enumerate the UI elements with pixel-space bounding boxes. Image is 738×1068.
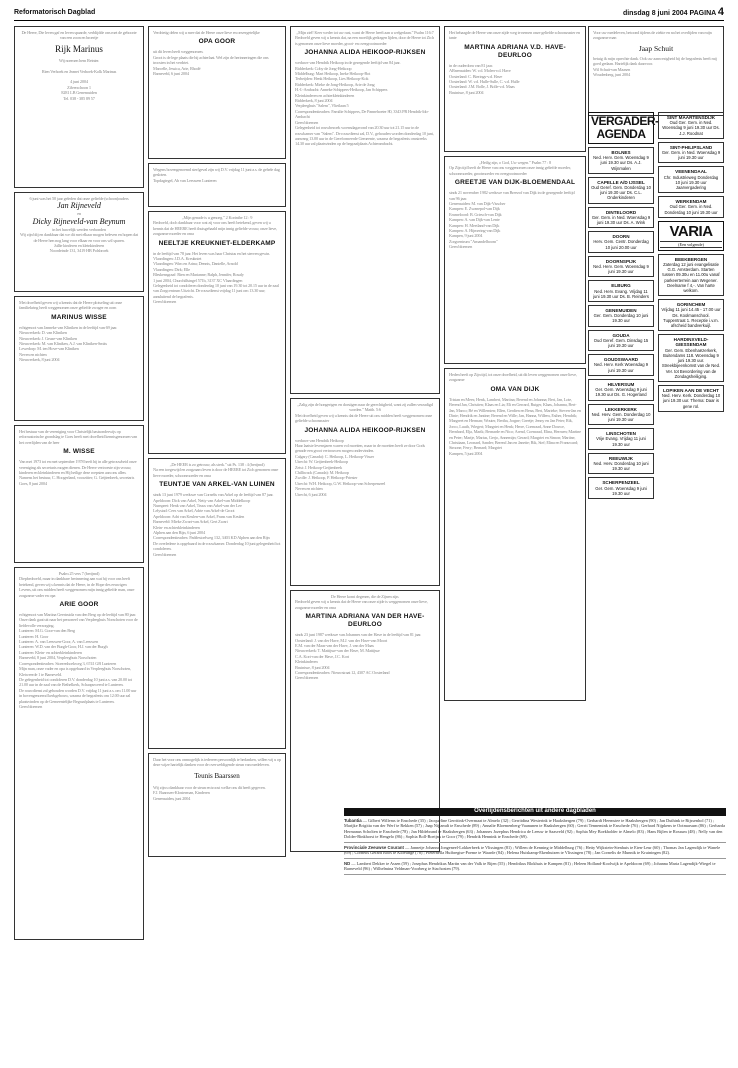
ad-m-wisse: Het bestuur van de vereniging voor Christelijk basisonderwijs op reformatorische grondslag te Goes heeft met droefheid kennisgenomen van het overlijden van de heer M. WISSE Van mei 1973 tot en met september 1978 heeft hij in alle getrouwheid onze vereniging als secretaris mogen dienen. De Heere vertroeste zijn vrouw, kinderen en kleinkinderen en Hij heilige deze roepsten aan ons allen. Namens het bestuur, C. Hoogerland, voorzitter; G. Geijtenbeek, secretaris Goes, 8 juni 2004 xyxy=(14,425,144,563)
page-header xyxy=(14,6,724,21)
ad-heikoop-1: „Mijn ziel! Keer weder tot uw rust, want de Heere heeft aan u welgedaan.” Psalm 116:7 Bedroefd geven wij u kennis dat, na een moeilijk gedragen lijden, door de Heere tot Zich is genomen onze lieve moeder, groot- en overgrootmoeder JOHANNA ALIDA HEIKOOP-RIJKSEN weduwe van Hendrik Heikoop in de gezegende leeftijd van 84 jaar. Ridderkerk: Coby de Jong-Heikoop Middelburg: Mart Heikoop, Ineke Heikoop-Bot Terheijden: Henk Heikoop, Lies Heikoop-Kok Ridderkerk: Mieke de Jong-Heikoop, Arie de Jong H.-I.-Ambacht: Anneke Schippers-Heikoop, Jan Schippers Kleinkinderen en achterkleinkinderen Ridderkerk, 8 juni 2004 Verpleeghuis "Salem", Vlietlaan 5 Correspondentieadres: Familie Schippers, De Pannehoeter 80, 3343 PR Hendrik-Ido-Ambacht Geen bloemen Gelegenheid tot rouwbezoek woensdagavond van 20.30 uur tot 21.15 uur in de rouwkamer van "Salem". De rouwdienst zal, D.V., gehouden worden donderdag 10 juni, aanvang 13.00 uur in de Gereformeerde Gemeente, waarna de begrafenis omstreeks 14.30 uur zal plaatsvinden op de begraafplaats Achterambacht. xyxy=(290,26,440,394)
ad-arie-goor: Psalm 25 vers 7 (berijmd) Diepbedroefd, maar in dankbare herinnering aan wat hij voor ons heeft betekend, geven wij u kennis dat de Heere, in de Hope des eeuwigen Levens, uit ons midden heeft weggenomen mijn innig geliefde man, onze zorgzame vader en opa ARIE GOOR echtgenoot van Martina Geertruida van den Berg op de leeftijd van 80 jaar. Onze dank gaat uit naar het personeel van Verpleeghuis Norschoten voor de liefdevolle verzorging. Lunteren: M.G. Goor-van den Berg Lunteren: H. Goor Lunteren: A. van Leeuwen-Goor, A. van Leeuwen Lunteren: W.D. van der Burgh-Goor, H.J. van der Burgh Lunteren: Klein- en achterkleinkinderen Barneveld, 8 juni 2004, Verpleeghuis Norschoten Correspondentieadres: Stoerenhoekweg 3, 6741 GB Lunteren Mijn man, onze vader en opa is opgebaard in Verpleeghuis Norschoten, Kleiweerde 1 te Barneveld. De gelegenheid tot condoleren D.V. donderdag 10 juni a.s. van 20.00 tot 21.00 uur in de zaal van de Bethelkerk, Schaapsweerd te Lunteren. De rouwdienst zal gehouden worden D.V. vrijdag 11 juni a.s. om 11.00 uur in bovengenoemd kerkgebouw, waarna de begrafenis om 12.00 uur zal plaatsvinden op de Gemeentelijke Begraafplaats te Lunteren. Geen bloemen xyxy=(14,567,144,940)
ad-vd-have-deurloo: Het behaagde de Heere van onze zijde weg te nemen onze geliefde schoonzuster en tante MARTINA ADRIANA V.D. HAVE-DEURLOO in de ouderdom van 81 jaar. ARnemuiden: W. v.d. Molen-v.d. Have Oosterland: C. Bierings-v.d. Have Oosterland: W. v.d. Hulle-Sulle, C. v.d. Hulle Oosterland: J.M. Bolle, J. Bolle-v.d. Maas Bruinisse, 8 juni 2004 xyxy=(444,26,586,152)
ad-vd-have: De Heere komt degenen, die de Zijnen zijn. Bedroefd geven wij u kennis dat de Heere van onze zijde is weggenomen onze lieve, zorgzame moeder en oma MARTINA ADRIANA VAN DER HAVE-DEURLOO sinds 23 juni 1987 weduwe van Johannes van der Have in de leeftijd van 81 jaar. Oosterland: J. van der Have, M.J. van der Have-van Moort E.M. van der Maas-van der Have, J. van der Maas Nieuwerkerk: T. Mattijsse-van der Have, M. Mattijsse C.A. Kort-van der Have, J.C. Kort Kleinkinderen Bruinisse, 8 juni 2004 Correspondentieadres: Nieuwstraat 12, 4307 AC Oosterland Geen bloemen xyxy=(290,590,440,852)
section-label: ND xyxy=(344,860,351,866)
ad-title: ARIE GOOR xyxy=(59,601,99,609)
ad-title: JOHANNA ALIDA HEIKOOP-RIJKSEN xyxy=(304,49,426,57)
column-5 xyxy=(590,26,724,496)
ad-name-2: Dicky Rijneveld-van Beynum xyxy=(32,216,126,226)
ad-heikoop-2: „Zalig zijn de hongerigen en dorstigen naar de gerechtigheid, want zij zullen verzadigd worden.” Matth. 5:6 Met droefheid geven wij u kennis dat de Heere uit ons midden heeft weggenomen onze geliefde schoonzuster JOHANNA ALIDA HEIKOOP-RIJKSEN weduwe van Hendrik Heikoop Haar laatste levensjaren waren vol moeiten, maar in de moeiten heeft ze door Gods genade een groot vertrouwen mogen ondervinden. Calgary (Canada): C. Heikoop, L. Heikoop-Visser Utrecht: W. Geijtenbeek-Heikoop Zeist: J. Heikoop-Geijtenbeek Chilliwack (Canada): M. Heikoop Zwolle: J. Heikoop, P. Heikoop-Priester Utrecht: W.H. Heikoop, G.W. Heikoop-van Scherpenzeel Neven en nichten Utrecht, 6 juni 2004 xyxy=(290,398,440,586)
varia-header xyxy=(658,221,724,251)
ad-title: GREETJE VAN DIJK-BLOEMENDAAL xyxy=(454,179,576,187)
ad-title: Teunis Baarssen xyxy=(194,771,240,780)
ad-name: Jan Rijneveld xyxy=(57,201,101,211)
ad-marinus-wisse: Met droefheid geven wij u kennis dat de Heere plotseling uit onze familiekring heeft weggenomen onze geliefde zwager en oom MARINUS WISSE echtgenoot van Janneke van Kliniken in de leeftijd van 69 jaar. Nieuwerkerk: D. van Kliniken Nieuwerkerk: J. Geuze-van Kliniken Nieuwerkerk: M. van Kliniken, A.J. van Kliniken-Smits Lewedorp: M. ten Hove-van Kliniken Neven en nichten Nieuwerkerk, 8 juni 2004 xyxy=(14,296,144,421)
column-2 xyxy=(148,26,286,861)
ad-title: JOHANNA ALIDA HEIKOOP-RIJKSEN xyxy=(304,426,426,434)
ad-title: OPA GOOR xyxy=(198,38,236,46)
ad-greetje: „Heilig zijn, o God, Uw wegen.” Psalm 77 : 8 Op Zijn tijd heeft de Heere van ons weggenomen onze innig geliefde moeder, schoonmoeder, grootmoeder en overgrootmoeder GREETJE VAN DIJK-BLOEMENDAAL sinds 21 november 1982 weduwe van Breezof van Dijk in de gezegende leeftijd van 96 jaar. Genemuiden: M. van Dijk-Visscher Kampen: E. Zwanepol-van Dijk Emmeloord: B. Griesch-van Dijk Kampen: A. van Dijk-van Lente Kampen: H. Meetland-van Dijk Kampen: A. Hijmering-van Dijk Kampen, 9 juni 2004 Zorgcentrum "Amandelboom" Geen bloemen xyxy=(444,156,586,364)
section-pzc: Provinciale Zeeuwse Courant — Jannetje Johanna Jongeneel-Lokkerbeek te Vlissingen (81) ; Willem de Kenning te Middelburg (76) ; Hetty Wijkstein-Stenhuis te Eten-Leur (60) ; Thomas Jan Lagendijk te Wanele (69) ; Cornelis Gerard Roos te Kloetinge (78) ; Pieternella Huibregtse-Poeme te Waarde (84) ; Helena Huiskamp-Ekenhuizen te Vlissingen (78) ; Jan Cornelis de Munnik te Kruiningen (82). xyxy=(344,843,726,859)
ad-rijneveld: 6 juni was het 50 jaar geleden dat onze geliefde (schoon)ouders Jan Rijneveld en Dicky Rijneveld-van Beynum in het huwelijk werden verbonden Wij zijn blij en dankbaar dat we dit met elkaar mogen beleven en hopen dat de Heere hen nog lang voor elkaar en voor ons wil sparen. Jullie kinderen en kleinkinderen Noordeinde 131, 3419 HB Polsbroek xyxy=(14,192,144,292)
column-1 xyxy=(14,26,144,944)
paper-name: Reformatorisch Dagblad xyxy=(14,9,96,16)
ad-title: MARINUS WISSE xyxy=(51,313,107,321)
agenda-title: VERGADER-AGENDA xyxy=(591,114,659,141)
page-date: dinsdag 8 juni 2004 PAGINA 4 xyxy=(622,6,724,18)
ad-rijk-marinus: De Heere, Die leven gaf en leven spaarde, verblijdde ons met de geboorte van een zoon en broertje Rijk Marinus Wij noemen hem Reinier. Rien Verhoek en Jeanet Verhoek-Kolk Marinus 4 juni 2004 Zilverschoon 1 8281 LB Genemuiden Tel. 038 - 385 89 57 xyxy=(14,26,144,188)
agenda-right: SINT MAARTENSDIJK Oud Ger. Gem. in Ned. Woensdag 9 juni 19.30 uur Ds. J.J. Roodnat SINT-PHILIPSLAND Ger. Gem. in Ned. Woensdag 9 juni 19.30 uur VEENENDAAL Chr. Industrieweg Donderdag 10 juni 19.30 uur Jaarvergadering WERKENDAM Oud Ger. Gem. in Ned. Donderdag 10 juni 19.30 uur VARIA (Een volgende) BEEKBERGEN Zaterdag 12 juni evangelisatie G.G. Amsterdam. Starten tussen 09.30u en 11.00u vanaf parkeerterrein aan Wegener. Deelname f 4,-. Van harte welkom. GORINCHEM Vrijdag 11 juni 14.45 - 17.00 uur Ds. Koolmanschool. Tuppentraat 1. Receptie i.v.m. afscheid bandverkuijl. HARDINXVELD-GIESSENDAM Ger. Gem. Ebenhaëzerkerk, Buitendams 118. Woensdag 9 juni 19.30 uur. Streekbijeenkomst van de Ned. Ver. tot Bevordering van de Zondagsheiliging. LOPIKEN AAN DE VECHT Ned. Herv. Kerk. Donderdag 10 juni 19.30 uur. Thema: Daar is gene rol. xyxy=(658,112,724,415)
ad-title: Jaap Schuit xyxy=(638,43,674,53)
other-papers-title: Overlijdensberichten uit andere dagbladen xyxy=(344,808,726,816)
vergader-agenda-header xyxy=(588,112,659,144)
ad-baarssen: Daar het voor ons onmogelijk is iedereen persoonlijk te bedanken, willen wij u op deze wijze hartelijk danken voor de overweldigende steun van medeleven. Teunis Baarssen Wij zijn u dankbaar voor de steun en troost welke ons dit heeft gegeven. F.J. Baarssen-Klosterman, Kinderen Genemuiden, juni 2004 xyxy=(148,753,286,857)
column-3 xyxy=(290,26,440,856)
ad-kreukniet: „Mijn genade is u genoeg.” 2 Korinthe 12 : 9 Bedroefd, doch dankbaar voor wat zij voor ons heeft betekend, geven wij u kennis dat de HEERE heeft thuisgehaald mijn innig geliefde vrouw, onze lieve, zorgzame moeder en oma NEELTJE KREUKNIET-ELDERKAMP in de leeftijd van 78 jaar. Het leven was haar Christus en het sterven gewin. Vlaardingen: J.D.A. Kreukniet Vlaardingen: Wim en Arina; Dennis, Danielle, Arnold Vlaardingen: Dirk; Elle Bleskensgraaf: Rien en Marianne; Ralph, Jennifer, Rosaly 1 juni 2004, Churchillsingel 571b, 3137 XC Vlaardingen Gelegenheid tot condoleren donderdag 10 juni van 19.30 tot 20.15 uur in de zaal van Zorgcentrum Uitzicht. De rouwdienst vrijdag 11 juni om 13.30 uur; aansluitend de begrafenis. Geen bloemen xyxy=(148,211,286,454)
ad-teuntje: „De HEER is zo getrouw, als sterk.” uit Ps. 138 : 4 (berijmd) Na een toegewijd en zorgzaam leven is door de HEERE tot Zich genomen onze lieve moeder, schoonmoeder en oma TEUNTJE VAN ARKEL-VAN LUINEN sinds 13 juni 1979 weduwe van Cornelis van Arkel op de leeftijd van 87 jaar. Apeldoorn: Dick van Arkel, Netty van Arkel-van Middelkoop Nunspeet: Henk van Arkel, Truus van Arkel-van der Lee Lelystad: Cees van Arkel, Adrie van Arkel-de Groot Apeldoorn: Adri van Keulen-van Arkel, Frans van Keulen Barneveld: Mieke Zwart-van Arkel, Gert Zwart Klein- en achterkleinkinderen Alphen aan den Rijn, 6 juni 2004 Correspondentieadres: Paddestoelweg 132, 3403 KD Alphen aan den Rijn De overledene is opgebaard in de rouwkamer. Donderdag 10 juni gelegenheid tot condoleren. Geen bloemen xyxy=(148,458,286,749)
section-label: Provinciale Zeeuwse Courant xyxy=(344,844,404,850)
section-nd: ND — Lambert Dekker te Assen (59) ; Josephus Hendrikus Martin van der Valk te Rijen (55) ; Hendrikus Blokhuis te Kampen (81) ; Heleen Holland-Koolwijk te Apeldoorn (69) ; Johanna Maria Lagendijk-Wiegel te Barneveld (96) ; Wilhelmina Veldman-Voorberg te Stachosten (79). xyxy=(344,859,726,875)
ad-title: TEUNTJE VAN ARKEL-VAN LUINEN xyxy=(159,481,275,489)
agenda-left: VERGADER-AGENDA BOLNES Ned. Herv. Gem. Woensdag 9 juni 19.30 uur Ds. A.J. Wijnmalen CAPELLE A/D IJSSEL Oud Geref. Gem. Donderdag 10 juni 19.30 uur Ds. C.L. Onderkinderen DINTELOORD Ger. Gem. in Ned. Woensdag 9 juni 19.30 uur Ds. A. Wink DOORN Herv. Gem. Centr. Donderdag 10 juni 20.00 uur DOORNSPIJK Ned. Herv. Gem. Woensdag 9 juni 19.30 uur ELBURG Ned. Herv. Evang. Vrijdag 11 juni 19.30 uur Ds. B. Reinders GENEMUIDEN Ger. Gem. Donderdag 10 juni 19.30 uur GOUDA Oud Geref. Gem. Dinsdag 15 juni 19.30 uur GOUDSWAARD Ned. Herv. Kerk Woensdag 9 juni 19.30 uur HILVERSUM Ger. Gem. Woensdag 9 juni 19.30 uur Ds. G. Hogerland LEKKERKERK Ned. Herv. Gem. Donderdag 10 juni 19.30 uur LINSCHOTEN Vrije Evang. Vrijdag 11 juni 19.30 uur REEUWIJK Ned. Herv. Donderdag 10 juni 19.30 uur SCHERPENZEEL Ger. Gem. Woensdag 9 juni 19.30 uur xyxy=(588,112,654,502)
ad-title: MARTINA ADRIANA V.D. HAVE-DEURLOO xyxy=(464,43,566,59)
varia-sub: (Een volgende) xyxy=(660,241,722,248)
section-tubantia: Tubantia — Gilbert Willems te Enschede (35) ; Jacqueline Gerritink-Overmaat te Almelo (32) ; Gerritdina Westerink te Haaksbergen (79) ; Gerhardt Heemstee te Haaksbergen (90) ; Jan Duthink te Rijssenhol (71) ; Marijke Brigitta van der Werf te Rekken (57) ; Jaap Nijlamdt te Enschede (89) ; Annalie Bloemenberg-Vaanunen te Haaksbergen (60) ; Gerrit Tennemink te Enschede (76) ; Gerhard Nijpkens te Ootmarsum (86) ; Gerharda Hermanus Scholten te Enschede (78) ; Jan Hildebrand te Haaksbergen (63) ; Johannes Jozephus Hendrica de Leeuw te Saasveld (92) ; Sophia Mey Boekholder te Almelo (83) ; Hans Bijlen te Rossum (48) ; Nelly van den Dolder-Binkhorst te Hengelo (86) ; Sophia Boll-Boeijnk te Goor (79) ; Hendrik Hennink te Enschede (69). xyxy=(344,816,726,843)
ad-oma-van-dijk: Heden heeft op Zijn tijd, tot onze droefheid, uit dit leven weggenomen onze lieve, zorgzame OMA VAN DIJK Tristan en Mees; Henk, Lambert, Martina; Berend en Johanna; Bert, Jan, Lote, Berend Jan, Christien; Klaas en Lia; Eli en Gerrard, Rutger, Klaas, Johanna, Bert-Jan, Marco; Bé en Willemien; Ellen, Gerdien en Bena, Bert, Marieke; Steven-Jan en Dinie; Hendrik en Jantine; Berend en Wille; Jan, Hanna, Willem, Esther, Hendrik; Margreet en Herman; Wouter, Bertha, Jorgne; Greetje; Jenny en Jan Peter; Rik, Jorco, Luuth, Wiegert; Margriet en Henk; Herre, Coenraad, Anne Douwe, Bernhard, Elja, Marik; Bernarde en Nico; Arend, Coenraad, Elina, Hermen; Martine en Peter; Marije, Marius, Gerjo, Annemijn; Gerard; Margriet en Simon; Martine, Christiaan, Leonard, Sander; Berend Jan en Janette; Rik, Stef; Elina en Fransward; Simone, Ferry; Bernard; Margriet Kampen, 5 juni 2004 xyxy=(444,368,586,701)
ad-title: MARTINA ADRIANA VAN DER HAVE-DEURLOO xyxy=(305,613,425,629)
ad-opa-goor: Verdrietig delen wij u mee dat de Heere onze lieve en onvergetelijke OPA GOOR uit dit leven heeft weggenomen. Groot is de lege plaats die hij achterlaat. Wel zijn de herinneringen die ons troosten in het verdriet. Marcelle, Jessica, Arie, Rhodé Barneveld, 6 juni 2004 xyxy=(148,26,286,159)
ad-title: NEELTJE KREUKNIET-ELDERKAMP xyxy=(158,239,276,247)
ad-title: OMA VAN DIJK xyxy=(490,385,540,393)
ad-title: Rijk Marinus xyxy=(55,43,103,54)
section-label: Tubantia xyxy=(344,817,362,823)
ad-title: M. WISSE xyxy=(63,448,95,456)
other-papers-section xyxy=(344,808,726,875)
varia-title: VARIA xyxy=(669,222,713,240)
column-4 xyxy=(444,26,586,705)
ad-baarssen-notice: Wegens bovengenoemd sterfgeval zijn wij D.V. vrijdag 11 juni a.s. de gehele dag gesloten. Topdagtegel, Ab van Leeuwen Lunteren xyxy=(148,163,286,207)
ad-jaap-schuit: Voor uw medeleven, betoond tijdens de ziekte en na het overlijden van mijn zorgzame man Jaap Schuit betuig ik mijn oprechte dank. Ook uw aanwezigheid bij de begrafenis heeft mij goed gedaan. Hartelijk dank daarvoor. Wil Schuit-van Maasen Woudenberg, juni 2004 xyxy=(588,26,724,116)
